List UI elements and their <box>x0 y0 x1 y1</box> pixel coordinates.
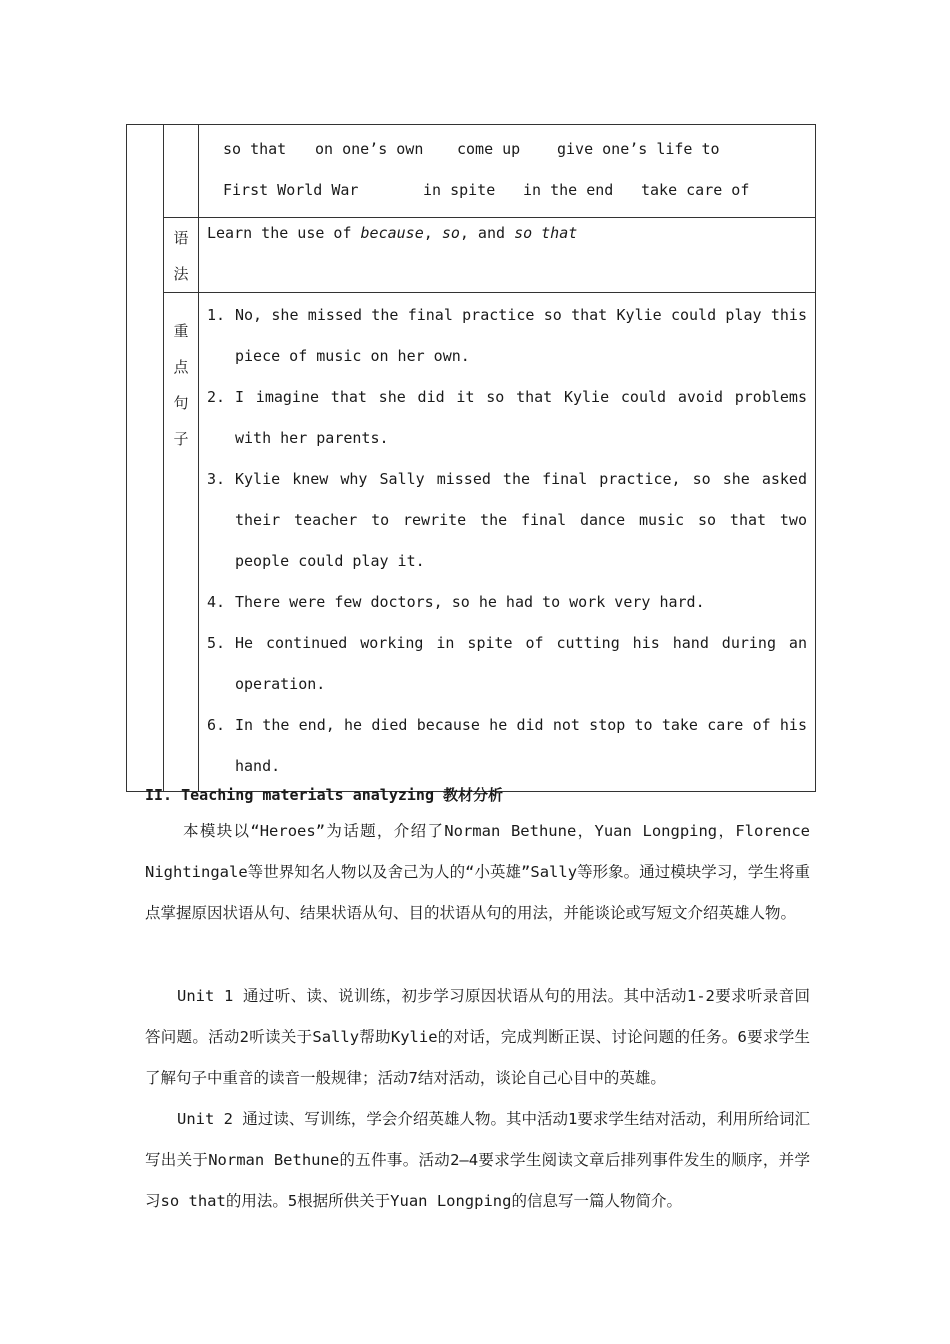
grammar-label-char: 法 <box>173 265 189 283</box>
lesson-table <box>126 124 816 792</box>
grammar-text-lead: Learn the use of <box>207 224 361 242</box>
sentence-item <box>207 705 807 787</box>
section-title: II. Teaching materials analyzing 教材分析 <box>145 786 504 804</box>
paragraph-overview: 本模块以“Heroes”为话题，介绍了Norman Bethune，Yuan Longping，Florence Nightingale等世界知名人物以及舍己为人的“小英雄”Sally等形象。通过模块学习，学生将重点掌握原因状语从句、结果状语从句、目的状语从句的用法，并能谈论或写短文介绍英雄人物。 <box>145 822 810 922</box>
vocab-item: on one’s own <box>315 140 424 158</box>
grammar-label-cell <box>164 218 199 293</box>
sentences-label-cell <box>164 293 199 792</box>
grammar-term: because <box>360 224 424 242</box>
sentence-text: I imagine that she did it so that Kylie could avoid problems with her parents. <box>235 388 807 447</box>
sentence-item <box>207 582 807 623</box>
sentences-label-char: 子 <box>173 430 189 448</box>
sentence-text: Kylie knew why Sally missed the final practice, so she asked their teacher to rewrite the final dance music so that two people could play it. <box>235 470 807 570</box>
grammar-label-char: 语 <box>173 229 189 247</box>
grammar-sep: , <box>423 224 442 242</box>
sentence-item <box>207 459 807 582</box>
sentence-text: He continued working in spite of cutting his hand during an operation. <box>235 634 807 693</box>
sentence-number: 3. <box>207 470 226 488</box>
vocab-item: give one’s life to <box>557 140 720 158</box>
sentence-item <box>207 295 807 377</box>
vocab-item: so that <box>223 140 287 158</box>
sentences-label-char: 点 <box>173 358 189 376</box>
vocab-item: come up <box>457 140 521 158</box>
grammar-term: so that <box>514 224 578 242</box>
grammar-text <box>199 218 815 292</box>
sentence-text: There were few doctors, so he had to work very hard. <box>235 593 705 611</box>
sentence-item <box>207 377 807 459</box>
grammar-sep: , and <box>459 224 515 242</box>
vocab-item: take care of <box>641 181 750 199</box>
grammar-cell <box>199 218 816 293</box>
sentences-label-char: 重 <box>173 322 189 340</box>
vocab-list <box>199 125 815 217</box>
sentences-cell <box>199 293 816 792</box>
vocab-row <box>127 125 816 218</box>
sentence-number: 4. <box>207 593 226 611</box>
vocab-cell <box>199 125 816 218</box>
grammar-term: so <box>441 224 460 242</box>
vocab-item: in spite <box>423 181 496 199</box>
paragraph-unit1: Unit 1 通过听、读、说训练，初步学习原因状语从句的用法。其中活动1-2要求听录音回答问题。活动2听读关于Sally帮助Kylie的对话，完成判断正误、讨论问题的任务。6要求学生了解句子中重音的读音一般规律；活动7结对活动，谈论自己心目中的英雄。 <box>145 987 810 1087</box>
grammar-row <box>127 218 816 293</box>
sentence-number: 6. <box>207 716 226 734</box>
sentence-number: 5. <box>207 634 226 652</box>
key-sentences-list <box>199 293 815 791</box>
sentence-number: 1. <box>207 306 226 324</box>
vocab-label-cell <box>164 125 199 218</box>
sentences-label-char: 句 <box>173 394 189 412</box>
sentence-item <box>207 623 807 705</box>
vocab-item: First World War <box>223 181 359 199</box>
sentence-text: No, she missed the final practice so that Kylie could play this piece of music on her own. <box>235 306 807 365</box>
paragraph-unit2: Unit 2 通过读、写训练，学会介绍英雄人物。其中活动1要求学生结对活动，利用所给词汇写出关于Norman Bethune的五件事。活动2—4要求学生阅读文章后排列事件发生的顺序，并学习so that的用法。5根据所供关于Yuan Longping的信息写一篇人物简介。 <box>145 1110 810 1210</box>
sentences-row <box>127 293 816 792</box>
vocab-item: in the end <box>523 181 614 199</box>
outer-label-cell <box>127 125 164 792</box>
sentence-number: 2. <box>207 388 226 406</box>
sentence-text: In the end, he died because he did not stop to take care of his hand. <box>235 716 807 775</box>
